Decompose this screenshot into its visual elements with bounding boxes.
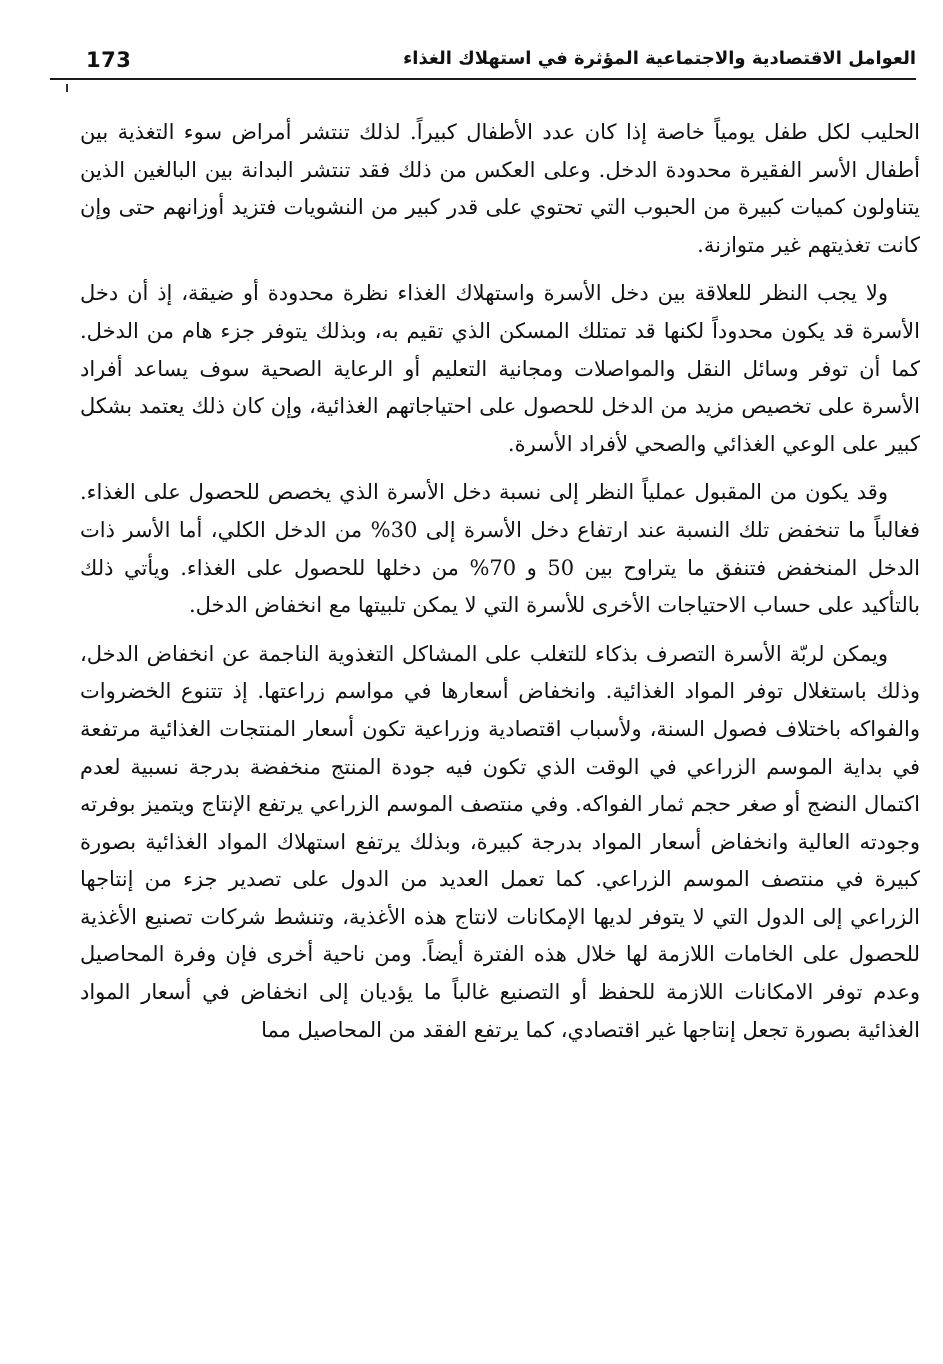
paragraph: ويمكن لربّة الأسرة التصرف بذكاء للتغلب على المشاكل التغذوية الناجمة عن انخفاض الدخل، وذلك باستغلال توفر المواد الغذائية. وانخفاض أسعارها في مواسم زراعتها. إذ تتنوع الخضروات والفواكه باختلاف فصول السنة، ولأسباب اقتصادية وزراعية تكون أسعار المنتجات الغذائية مرتفعة في بداية الموسم الزراعي في الوقت الذي تكون فيه جودة المنتج منخفضة بدرجة نسبية لعدم اكتمال النضج أو صغر حجم ثمار الفواكه. وفي منتصف الموسم الزراعي يرتفع الإنتاج ويتميز بوفرته وجودته العالية وانخفاض أسعار المواد بدرجة كبيرة، وبذلك يرتفع استهلاك المواد الغذائية بصورة كبيرة في منتصف الموسم الزراعي. كما تعمل العديد من الدول على تصدير جزء من إنتاجها الزراعي إلى الدول التي لا يتوفر لديها الإمكانات لانتاج هذه الأغذية، وتنشط شركات تصنيع الأغذية للحصول على الخامات اللازمة لها خلال هذه الفترة أيضاً. ومن ناحية أخرى فإن وفرة المحاصيل وعدم توفر الامكانات اللازمة للحفظ أو التصنيع غالباً ما يؤديان إلى انخفاض في أسعار المواد الغذائية بصورة تجعل إنتاجها غير اقتصادي، كما يرتفع الفقد من المحاصيل مما [80,641,920,1042]
page-header [86,44,916,80]
paragraph-continuation: الحليب لكل طفل يومياً خاصة إذا كان عدد الأطفال كبيراً. لذلك تنتشر أمراض سوء التغذية بين أطفال الأسر الفقيرة محدودة الدخل. وعلى العكس من ذلك فقد تنتشر البدانة بين البالغين الذين يتناولون كميات كبيرة من الحبوب التي تحتوي على قدر كبير من النشويات فتزيد أوزانهم حتى وإن كانت تغذيتهم غير متوازنة. [80,120,920,257]
body-text [80,114,920,1060]
margin-tick [66,84,68,92]
page-number: 173 [86,48,132,72]
running-title: العوامل الاقتصادية والاجتماعية المؤثرة في استهلاك الغذاء [403,48,916,69]
header-divider [50,78,916,80]
paragraph: ولا يجب النظر للعلاقة بين دخل الأسرة واستهلاك الغذاء نظرة محدودة أو ضيقة، إذ أن دخل الأسرة قد يكون محدوداً لكنها قد تمتلك المسكن الذي تقيم به، وبذلك يتوفر جزء هام من الدخل. كما أن توفر وسائل النقل والمواصلات ومجانية التعليم أو الرعاية الصحية سوف يساعد أفراد الأسرة على تخصيص مزيد من الدخل للحصول على احتياجاتهم الغذائية، وإن كان ذلك يعتمد بشكل كبير على الوعي الغذائي والصحي لأفراد الأسرة. [80,281,920,456]
paragraph: وقد يكون من المقبول عملياً النظر إلى نسبة دخل الأسرة الذي يخصص للحصول على الغذاء. فغالباً ما تنخفض تلك النسبة عند ارتفاع دخل الأسرة إلى 30% من الدخل الكلي، أما الأسر ذات الدخل المنخفض فتنفق ما يتراوح بين 50 و 70% من دخلها للحصول على الغذاء. ويأتي ذلك بالتأكيد على حساب الاحتياجات الأخرى للأسرة التي لا يمكن تلبيتها مع انخفاض الدخل. [80,480,920,618]
